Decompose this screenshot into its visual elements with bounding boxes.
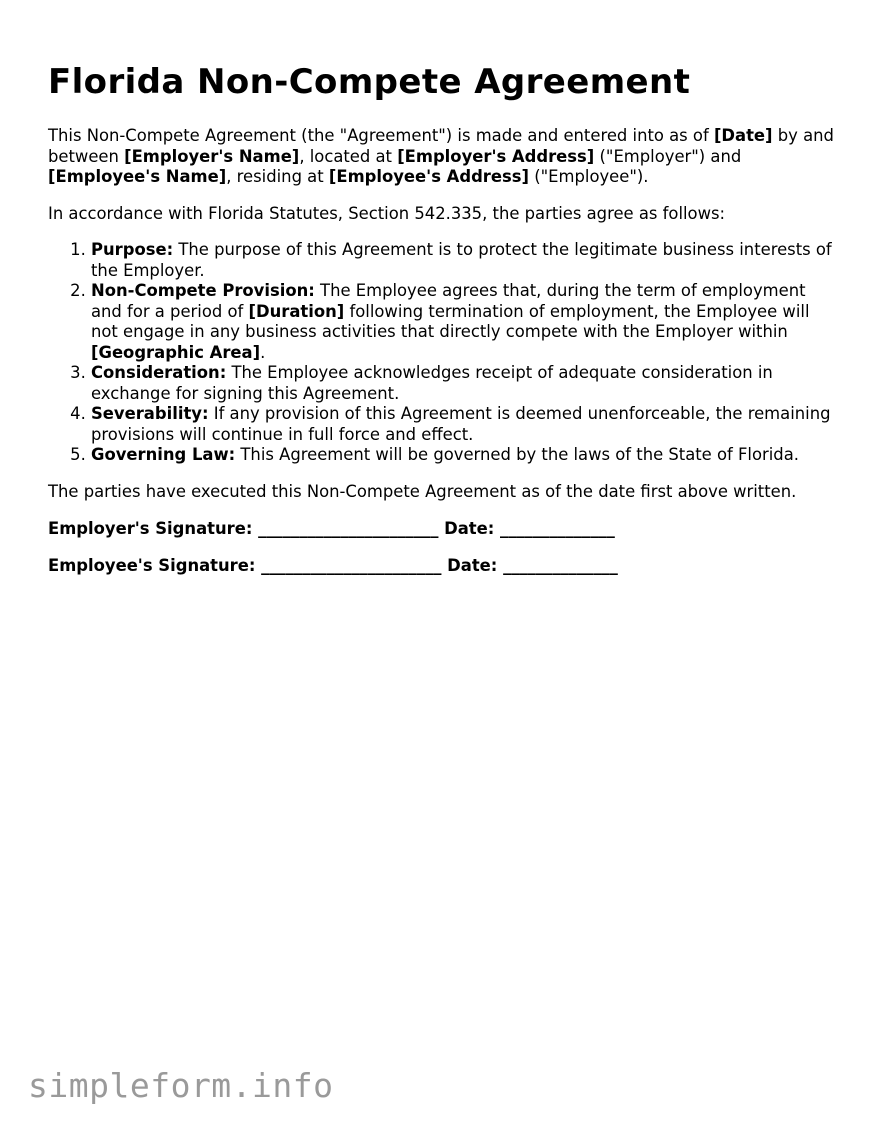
term-consideration [91,363,838,404]
employee-date-field[interactable]: ______________ [503,555,618,575]
employee-date-label: Date: [447,555,498,575]
term-text: If any provision of this Agreement is deemed unenforceable, the remaining provisions will continue in full force and effect. [91,404,831,444]
employee-name-placeholder: [Employee's Name] [48,167,227,186]
term-non-compete [91,281,838,363]
intro-text-3: , located at [299,146,398,166]
term-governing-law [91,445,838,466]
date-placeholder: [Date] [713,126,773,145]
term-text: The purpose of this Agreement is to protect the legitimate business interests of the Employer. [91,240,832,280]
term-text: The Employee agrees that, during the term of employment and for a period of [91,281,806,321]
employee-signature-row [48,556,838,577]
terms-list [48,240,838,466]
geographic-area-placeholder: [Geographic Area] [91,342,261,362]
intro-paragraph [48,126,838,188]
term-heading: Consideration: [91,363,227,382]
employer-signature-label: Employer's Signature: [48,519,253,538]
duration-placeholder: [Duration] [248,301,345,321]
term-heading: Purpose: [91,240,174,259]
term-text: This Agreement will be governed by the laws of the State of Florida. [235,445,799,464]
term-heading: Severability: [91,404,209,423]
intro-text-2: by and between [48,126,834,166]
accordance-paragraph: In accordance with Florida Statutes, Section 542.335, the parties agree as follows: [48,203,726,223]
document-title: Florida Non-Compete Agreement [48,62,691,102]
employer-address-placeholder: [Employer's Address] [397,146,595,166]
intro-text-4: ("Employer") and [594,146,742,166]
watermark: simpleform.info [28,1066,334,1105]
employer-date-field[interactable]: ______________ [500,519,615,538]
term-purpose [91,240,838,281]
employer-date-label: Date: [444,519,495,538]
employer-signature-row [48,519,838,540]
employer-name-placeholder: [Employer's Name] [124,146,300,166]
intro-text-6: ("Employee"). [529,167,649,186]
term-text: The Employee acknowledges receipt of adequate consideration in exchange for signing this Agreement. [91,363,773,403]
term-heading: Governing Law: [91,445,236,464]
intro-text-1: This Non-Compete Agreement (the "Agreement") is made and entered into as of [48,126,714,145]
document-page [48,60,838,576]
term-text: . [260,342,266,362]
employee-signature-field[interactable]: ______________________ [261,555,442,575]
employee-signature-label: Employee's Signature: [48,555,256,575]
employer-signature-field[interactable]: ______________________ [258,519,439,538]
employee-address-placeholder: [Employee's Address] [328,167,530,186]
term-text: following termination of employment, the Employee will not engage in any business activities that directly compete with the Employer within [91,301,810,341]
term-heading: Non-Compete Provision: [91,281,315,300]
term-severability [91,404,838,445]
intro-text-5: , residing at [226,167,329,186]
closing-paragraph: The parties have executed this Non-Compete Agreement as of the date first above written. [48,481,797,501]
